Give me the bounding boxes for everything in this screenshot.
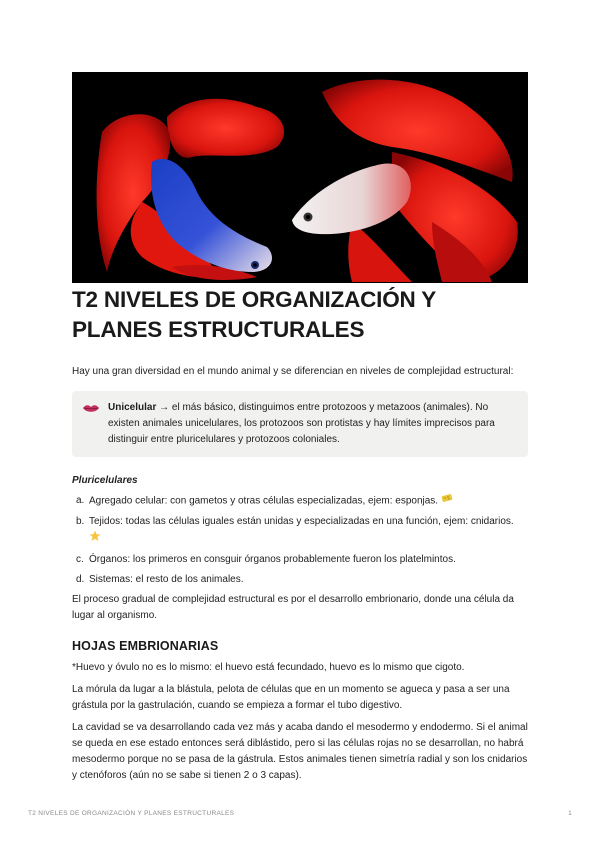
list-item-text: Sistemas: el resto de los animales. — [89, 573, 244, 585]
callout-body: → el más básico, distinguimos entre protozoos y metazoos (animales). No existen animales unicelulares, los protozoos son protistas y hay límites imprecisos para distinguir entre pluricelulares y protozoos coloniales. — [108, 402, 495, 445]
list-marker: c. — [76, 553, 84, 565]
list-item-text: Agregado celular: con gametos y otras células especializadas, ejem: esponjas. — [89, 495, 439, 507]
sponge-icon — [441, 493, 453, 509]
callout-text — [108, 400, 514, 448]
list-marker: a. — [76, 495, 85, 506]
list-item — [76, 493, 528, 510]
page-title: T2 NIVELES DE ORGANIZACIÓN Y PLANES ESTRUCTURALES — [72, 287, 436, 342]
list-item — [76, 552, 528, 568]
callout-unicelular — [72, 391, 528, 457]
list-marker: d. — [76, 573, 85, 585]
lips-icon — [82, 400, 100, 448]
hojas-paragraph-1: *Huevo y óvulo no es lo mismo: el huevo está fecundado, huevo es lo mismo que cigoto. — [72, 661, 465, 673]
proceso-paragraph: El proceso gradual de complejidad estructural es por el desarrollo embrionario, donde una célula da lugar al organismo. — [72, 593, 514, 621]
list-item — [76, 514, 528, 548]
page-content — [72, 72, 528, 784]
hojas-heading: HOJAS EMBRIONARIAS — [72, 638, 219, 653]
page-footer — [28, 810, 572, 817]
page-number: 1 — [568, 810, 572, 817]
list-item-text: Órganos: los primeros en consguir órganos probablemente fueron los platelmintos. — [89, 553, 456, 565]
hojas-paragraph-3: La cavidad se va desarrollando cada vez más y acaba dando el mesodermo y endodermo. Si el animal se queda en ese estado entonces será diblástido, pero si las células rojas no se desarrollan, no habrá mesodermo porque no se pasa de la gástrula. Estos animales tienen simetría radial y son los cnidarios y ctenóforos (aún no se sabe si tienen 2 o 3 capas). — [72, 721, 528, 781]
intro-paragraph: Hay una gran diversidad en el mundo animal y se diferencian en niveles de complejidad estructural: — [72, 366, 514, 377]
star-icon — [89, 530, 101, 548]
list-item-text: Tejidos: todas las células iguales están unidas y especializadas en una función, ejem: cnidarios. — [89, 515, 514, 527]
hojas-paragraph-2: La mórula da lugar a la blástula, pelota de células que en un momento se agueca y pasa a ser una grástula por la gastrulación, cuando se empieza a formar el tubo digestivo. — [72, 683, 510, 711]
footer-title: T2 NIVELES DE ORGANIZACIÓN Y PLANES ESTRUCTURALES — [28, 810, 235, 817]
list-marker: b. — [76, 515, 85, 527]
pluricelulares-list — [72, 493, 528, 588]
list-item — [76, 572, 528, 588]
callout-bold: Unicelular — [108, 402, 157, 413]
pluricelulares-heading: Pluricelulares — [72, 475, 138, 486]
betta-fish-photo — [72, 72, 528, 283]
cover-image — [72, 72, 528, 283]
